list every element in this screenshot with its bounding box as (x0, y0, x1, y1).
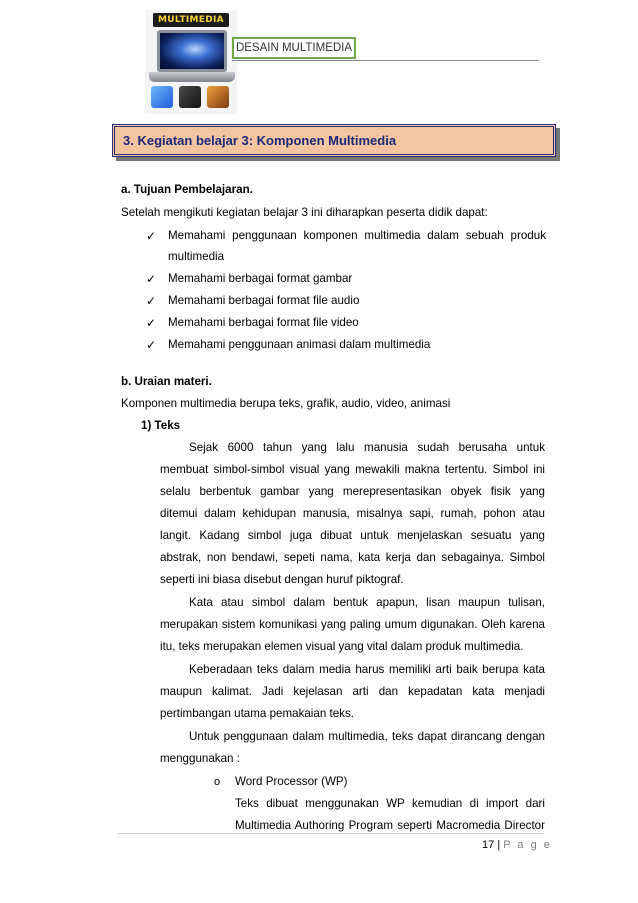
paragraph-line: abstrak, non bendawi, sepeti nama, kata kerja dan sebagainya. Simbol (160, 551, 545, 564)
paragraph-line: seperti ini biasa disebut dengan huruf piktograf. (160, 573, 404, 586)
film-clapper-icon (179, 86, 201, 108)
page-number: 17 (482, 839, 495, 851)
objective-item: Memahami penggunaan komponen multimedia dalam sebuah produk (168, 229, 546, 242)
circle-bullet-icon: o (214, 776, 221, 788)
objective-item: Memahami berbagai format file audio (168, 294, 360, 307)
section-a-intro: Setelah mengikuti kegiatan belajar 3 ini diharapkan peserta didik dapat: (121, 206, 488, 219)
header-title-box: DESAIN MULTIMEDIA (232, 37, 356, 59)
chapter-title: 3. Kegiatan belajar 3: Komponen Multimedia (123, 133, 397, 148)
music-note-icon (151, 86, 173, 108)
paragraph-line: membuat simbol-simbol visual yang mewakili makna tertentu. Simbol ini (160, 463, 545, 476)
footer-separator: | (497, 839, 501, 851)
paragraph-line: Kata atau simbol dalam bentuk apapun, lisan maupun tulisan, (189, 596, 545, 609)
logo-title-text: MULTIMEDIA (158, 15, 224, 25)
checkmark-icon: ✓ (146, 338, 157, 352)
paragraph-line: Keberadaan teks dalam media harus memiliki arti baik berupa kata (189, 663, 545, 676)
section-b-intro: Komponen multimedia berupa teks, grafik, audio, video, animasi (121, 397, 451, 410)
paragraph-line: langit. Kadang simbol juga dibuat untuk menjelaskan sesuatu yang (160, 529, 545, 542)
checkmark-icon: ✓ (146, 294, 157, 308)
paragraph-line: itu, teks merupakan elemen visual yang vital dalam produk multimedia. (160, 640, 524, 653)
objective-item: Memahami berbagai format file video (168, 316, 359, 329)
paragraph-line: Sejak 6000 tahun yang lalu manusia sudah berusaha untuk (189, 441, 545, 454)
page-footer (482, 838, 552, 852)
wp-item: Word Processor (WP) (235, 775, 348, 788)
checkmark-icon: ✓ (146, 229, 157, 243)
objective-item-continued: multimedia (168, 250, 225, 263)
wp-description-line: Teks dibuat menggunakan WP kemudian di import dari (235, 797, 545, 810)
paragraph-line: pertimbangan utama pemakaian teks. (160, 707, 354, 720)
wp-description-line: Multimedia Authoring Program seperti Macromedia Director (235, 819, 545, 832)
section-a-heading: a. Tujuan Pembelajaran. (121, 183, 253, 196)
page-label: P a g e (503, 839, 552, 851)
objective-item: Memahami penggunaan animasi dalam multimedia (168, 338, 431, 351)
section-b-heading: b. Uraian materi. (121, 375, 212, 388)
laptop-screen-icon (157, 30, 227, 72)
paragraph-line: menggunakan : (160, 752, 240, 765)
photo-icon (207, 86, 229, 108)
paragraph-line: ditemui dalam kehidupan manusia, misalnya sapi, rumah, pohon atau (160, 507, 545, 520)
header-rule (232, 60, 539, 61)
footer-rule (118, 833, 544, 834)
checkmark-icon: ✓ (146, 272, 157, 286)
paragraph-line: merupakan sistem komunikasi yang paling umum digunakan. Oleh karena (160, 618, 545, 631)
objective-item: Memahami berbagai format gambar (168, 272, 353, 285)
checkmark-icon: ✓ (146, 316, 157, 330)
chapter-banner (112, 124, 556, 157)
paragraph-line: Untuk penggunaan dalam multimedia, teks dapat dirancang dengan (189, 730, 545, 743)
subsection-teks-heading: 1) Teks (141, 419, 181, 432)
multimedia-logo (145, 10, 237, 114)
paragraph-line: maupun kalimat. Jadi kejelasan arti dan kepadatan kata menjadi (160, 685, 545, 698)
paragraph-line: selalu berbentuk gambar yang merepresentasikan obyek fisik yang (160, 485, 545, 498)
laptop-base-icon (149, 72, 235, 82)
logo-title-bar (153, 13, 229, 27)
